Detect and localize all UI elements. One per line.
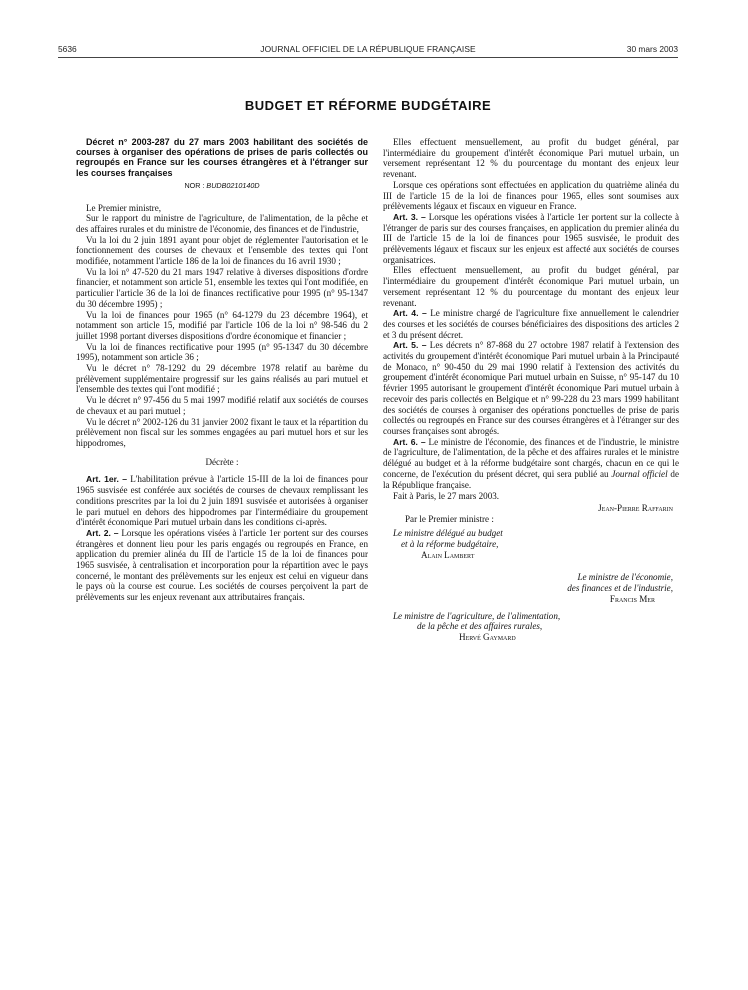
decrete-heading: Décrète : — [205, 456, 239, 467]
considerant: Vu la loi de finances rectificative pour 1995 (n° 95-1347 du 30 décembre 1995), notamment son article 36 ; — [76, 341, 368, 363]
considerant: Vu la loi de finances pour 1965 (n° 64-1279 du 23 décembre 1964), et notamment son article 15, modifié par l'article 106 de la loi n° 98-546 du 2 juillet 1998 portant diverses dispositions d'ordre économique et financier ; — [76, 309, 368, 341]
considerant: Vu la loi du 2 juin 1891 ayant pour objet de réglementer l'autorisation et le fonctionnement des courses de chevaux et l'ensemble des textes qui l'ont modifiée, notamment l'article 186 de la loi de finances du 16 avril 1930 ; — [76, 234, 368, 267]
article-3-label: Art. 3. – — [393, 211, 426, 222]
nor-label: NOR : — [184, 180, 205, 190]
signature-budget-title: Le ministre délégué au budget — [393, 528, 503, 539]
signature-economie-name: Francis Mer — [609, 593, 655, 604]
considerant: Sur le rapport du ministre de l'agriculture, de l'alimentation, de la pêche et des affaires rurales et du ministre de l'économie, des finances et de l'industrie, — [76, 213, 368, 234]
article-5 — [383, 340, 679, 436]
journal-title: JOURNAL OFFICIEL DE LA RÉPUBLIQUE FRANÇAISE — [260, 44, 476, 54]
article-5-text: Les décrets n° 87-868 du 27 octobre 1987 relatif à l'extension des activités du groupement d'intérêt économique Pari mutuel urbain à la Principauté de Monaco, n° 90-450 du 29 mai 1990 relatif à l'extension des activités du groupement d'intérêt économique Pari mutuel urbain en Suisse, n° 95-147 du 10 février 1995 autorisant le groupement d'intérêt économique Pari mutuel urbain à recevoir des paris collectés en Belgique et n° 99-228 du 23 mars 1999 habilitant des sociétés de courses à organiser des opérations ponctuelles de prise de paris collectés ou regroupés en France sur des courses étrangères et à l'étranger sur des courses françaises sont abrogés. — [383, 340, 679, 436]
article-4-label: Art. 4. – — [393, 308, 427, 319]
signature-budget-title: et à la réforme budgétaire, — [401, 539, 499, 550]
article-1-label: Art. 1er. – — [86, 474, 128, 485]
article-1-text: L'habilitation prévue à l'article 15-III de la loi de finances pour 1965 susvisée est conférée aux sociétés de courses de chevaux remplissant les conditions prescrites par la loi du 2 juin 1891 susvisée et autorisées à organiser le pari mutuel en dehors des hippodromes par l'intermédiaire du groupement d'intérêt économique Pari mutuel urbain dans les conditions ci-après. — [76, 474, 368, 528]
article-6-text-end: de la République française. — [383, 468, 679, 490]
article-1 — [76, 474, 368, 528]
article-4 — [383, 308, 679, 340]
header-rule — [58, 57, 678, 58]
article-2-paragraph: Lorsque ces opérations sont effectuées en application du quatrième alinéa du III de l'article 15 de la loi de finances pour 1965, elles sont soumises aux prélèvements légaux et fiscaux en vigueur en France. — [383, 179, 679, 212]
nor-code: BUDB0210140D — [206, 180, 260, 190]
signature-agriculture-title: Le ministre de l'agriculture, de l'alimentation, — [393, 610, 561, 621]
decree-intro: Le Premier ministre, — [86, 202, 162, 213]
page-header — [58, 44, 678, 56]
article-3-text: Lorsque les opérations visées à l'article 1er portent sur la collecte à l'étranger de paris sur des courses françaises, en application du premier alinéa du III de l'article 15 de la loi de finances pour 1965 susvisée, le produit des prélèvements légaux et fiscaux sur les enjeux est affecté aux sociétés de courses organisatrices. — [383, 211, 679, 265]
article-2-label: Art. 2. – — [86, 527, 119, 538]
article-6-label: Art. 6. – — [393, 436, 426, 447]
considerant: Vu le décret n° 2002-126 du 31 janvier 2002 fixant le taux et la répartition du prélèvement non fiscal sur les sommes engagées au pari mutuel hors et sur les hippodromes, — [76, 416, 368, 448]
considerant: Vu le décret n° 97-456 du 5 mai 1997 modifié relatif aux sociétés de courses de chevaux et au pari mutuel ; — [76, 395, 368, 416]
article-6 — [383, 437, 679, 491]
signature-premier-ministre: Jean-Pierre Raffarin — [598, 502, 673, 513]
article-6-text: Le ministre de l'économie, des finances et de l'industrie, le ministre de l'agriculture, de l'alimentation, de la pêche et des affaires rurales et le ministre délégué au budget et à la réforme budgétaire sont chargés, chacun en ce qui le concerne, de l'exécution du présent décret, qui sera publié au — [383, 436, 679, 479]
journal-officiel-ref: Journal officiel — [611, 468, 668, 479]
par-le-premier-ministre: Par le Premier ministre : — [405, 513, 494, 524]
article-5-label: Art. 5. – — [393, 340, 427, 351]
signature-budget-name: Alain Lambert — [421, 549, 475, 560]
page-number: 5636 — [58, 44, 77, 54]
decree-title: Décret n° 2003-287 du 27 mars 2003 habilitant des sociétés de courses à organiser des opérations de prises de paris collectés ou regroupés en France sur les courses étrangères et à l'étranger sur les courses françaises — [76, 137, 368, 178]
nor-reference — [76, 181, 368, 192]
article-4-text: Le ministre chargé de l'agriculture fixe annuellement le calendrier des courses et les sociétés de courses bénéficiaires des dispositions des articles 2 et 3 du présent décret. — [383, 308, 679, 340]
issue-date: 30 mars 2003 — [626, 44, 678, 54]
signature-economie-title: Le ministre de l'économie, — [577, 572, 673, 583]
article-2-paragraph: Elles effectuent mensuellement, au profit du budget général, par l'intermédiaire du groupement d'intérêt économique Pari mutuel urbain, un versement représentant 12 % du pourcentage du montant des enjeux leur revenant. — [383, 137, 679, 180]
signature-economie-title: des finances et de l'industrie, — [567, 583, 673, 594]
considerant: Vu la loi n° 47-520 du 21 mars 1947 relative à diverses dispositions d'ordre financier, et notamment son article 51, ensemble les textes qui l'ont modifiée, en particulier l'article 36 de la loi de finances rectificative pour 1995 (n° 95-1347 du 30 décembre 1995) ; — [76, 266, 368, 309]
article-2-text: Lorsque les opérations visées à l'article 1er portent sur des courses étrangères et donnent lieu pour les paris engagés ou regroupés en France, en application du premier alinéa du III de l'article 15 de la loi de finances pour 1965 susvisée, à centralisation et incorporation pour la répartition avec le pays concerné, le montant des prélèvements sur les enjeux est celui en vigueur dans le pays où la course est courue. Les sociétés de courses perçoivent la part de prélèvements sur les enjeux revenant aux attributaires français. — [76, 527, 368, 603]
fait-a-paris: Fait à Paris, le 27 mars 2003. — [393, 491, 500, 502]
signature-agriculture-name: Hervé Gaymard — [459, 631, 516, 642]
right-column — [383, 137, 679, 643]
signature-agriculture-title: de la pêche et des affaires rurales, — [417, 621, 543, 632]
article-3 — [383, 212, 679, 266]
article-2 — [76, 528, 368, 603]
considerant: Vu le décret n° 78-1292 du 29 décembre 1978 relatif au barème du prélèvement supplémentaire progressif sur les gains réalisés au pari mutuel et l'ensemble des textes qui l'ont modifié ; — [76, 363, 368, 395]
left-column — [76, 137, 368, 603]
section-title: BUDGET ET RÉFORME BUDGÉTAIRE — [244, 98, 492, 113]
article-3-paragraph: Elles effectuent mensuellement, au profit du budget général, par l'intermédiaire du groupement d'intérêt économique Pari mutuel urbain, un versement représentant 12 % du pourcentage du montant des enjeux leur revenant. — [383, 265, 679, 308]
